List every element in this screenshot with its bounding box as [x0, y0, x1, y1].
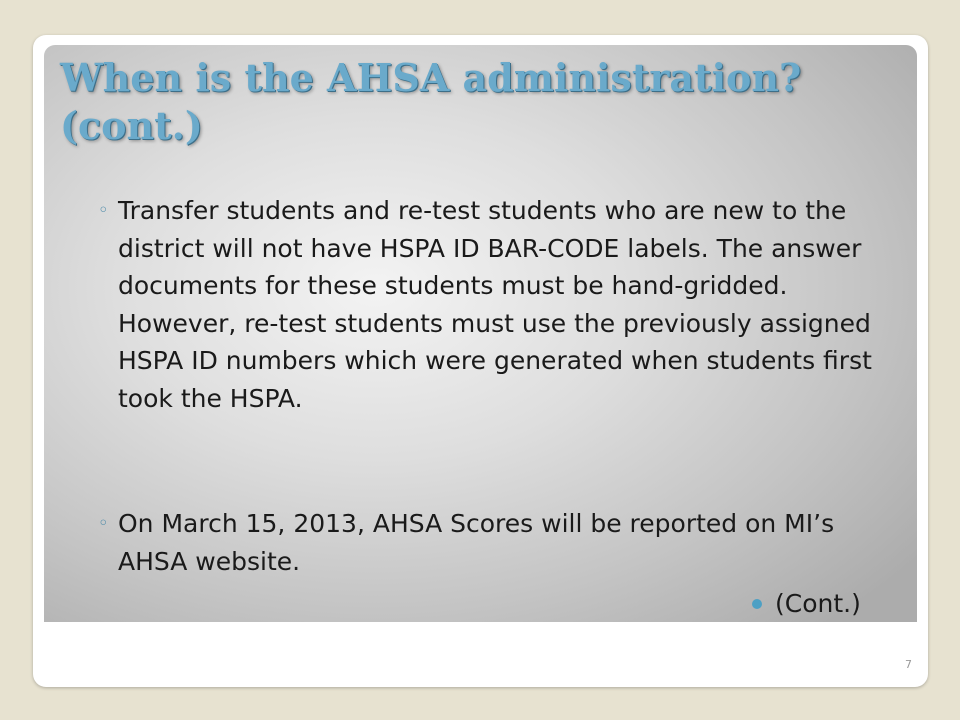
slide-title: When is the AHSA administration? (cont.) [60, 55, 802, 148]
bullet-text: On March 15, 2013, AHSA Scores will be reported on MI’s AHSA website. [118, 509, 835, 576]
bullet-marker-icon: ◦ [98, 200, 109, 221]
bullet-item [98, 192, 878, 417]
bullet-marker-icon: ◦ [98, 513, 109, 534]
bullet-item [98, 505, 878, 580]
bullet-dot-icon [752, 599, 762, 609]
continuation-label: (Cont.) [775, 589, 861, 618]
bullet-text: Transfer students and re-test students who are new to the district will not have HSPA ID BAR-CODE labels. The answer documents for these students must be hand-gridded. However, re-test students must use the previously assigned HSPA ID numbers which were generated when students first took the HSPA. [118, 196, 872, 413]
page-number: 7 [905, 658, 912, 671]
